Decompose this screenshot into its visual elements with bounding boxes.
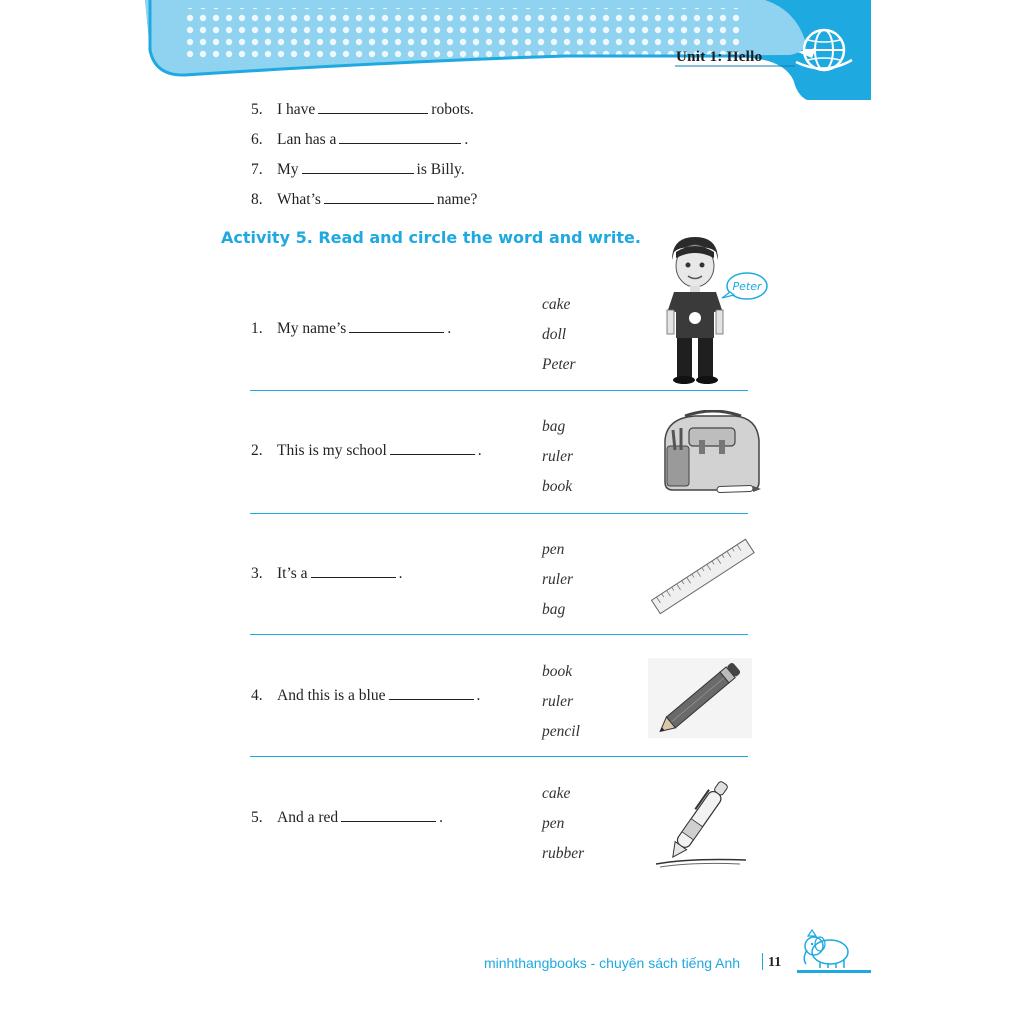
word-options	[542, 779, 584, 869]
speech-bubble-text: Peter	[732, 280, 762, 293]
option-word[interactable]: ruler	[542, 571, 573, 588]
word-options	[542, 535, 573, 625]
sentence: 2. This is my school .	[251, 442, 482, 459]
option-word[interactable]: rubber	[542, 845, 585, 862]
school-bag-illustration	[655, 410, 765, 495]
ruler-illustration	[645, 535, 760, 620]
sentence: 4. And this is a blue .	[251, 687, 481, 704]
footer-separator	[762, 953, 763, 970]
option-word[interactable]: book	[542, 478, 573, 495]
unit-title: Unit 1: Hello	[676, 49, 763, 65]
option-word[interactable]: pen	[542, 815, 565, 832]
sentence: 3. It’s a .	[251, 565, 403, 582]
option-word[interactable]: ruler	[542, 693, 573, 710]
activity-title: Activity 5. Read and circle the word and write.	[221, 228, 641, 247]
option-word[interactable]: pencil	[542, 723, 580, 740]
row-divider	[250, 756, 748, 757]
option-word[interactable]: ruler	[542, 448, 573, 465]
publisher-footer: minhthangbooks - chuyên sách tiếng Anh	[484, 955, 741, 971]
answer-blank[interactable]	[349, 320, 444, 333]
exercise-item-7: 7. My is Billy.	[251, 161, 465, 178]
exercise-item-6: 6. Lan has a .	[251, 131, 469, 148]
option-word[interactable]: doll	[542, 326, 567, 343]
globe-plane-icon	[790, 22, 856, 78]
pen-illustration	[650, 770, 752, 870]
word-options	[542, 290, 576, 380]
word-options	[542, 412, 573, 502]
answer-blank[interactable]	[318, 101, 428, 114]
answer-blank[interactable]	[324, 191, 434, 204]
answer-blank[interactable]	[311, 565, 396, 578]
word-options	[542, 657, 580, 747]
answer-blank[interactable]	[341, 809, 436, 822]
sentence: 5. And a red .	[251, 809, 443, 826]
answer-blank[interactable]	[389, 687, 474, 700]
exercise-item-8: 8. What’s name?	[251, 191, 478, 208]
option-word[interactable]: bag	[542, 601, 566, 618]
pencil-illustration	[648, 658, 752, 738]
option-word[interactable]: book	[542, 663, 573, 680]
answer-blank[interactable]	[302, 161, 414, 174]
sentence: 1. My name’s .	[251, 320, 452, 337]
option-word[interactable]: cake	[542, 296, 571, 313]
option-word[interactable]: pen	[542, 541, 565, 558]
page-number: 11	[768, 955, 782, 970]
row-divider	[250, 390, 748, 391]
answer-blank[interactable]	[339, 131, 461, 144]
row-divider	[250, 634, 748, 635]
exercise-item-5: 5. I have robots.	[251, 101, 474, 118]
elephant-mascot-icon	[800, 928, 854, 970]
option-word[interactable]: Peter	[542, 356, 576, 373]
option-word[interactable]: cake	[542, 785, 571, 802]
option-word[interactable]: bag	[542, 418, 566, 435]
footer-rule	[797, 970, 871, 973]
answer-blank[interactable]	[390, 442, 475, 455]
row-divider	[250, 513, 748, 514]
boy-illustration	[650, 232, 770, 387]
